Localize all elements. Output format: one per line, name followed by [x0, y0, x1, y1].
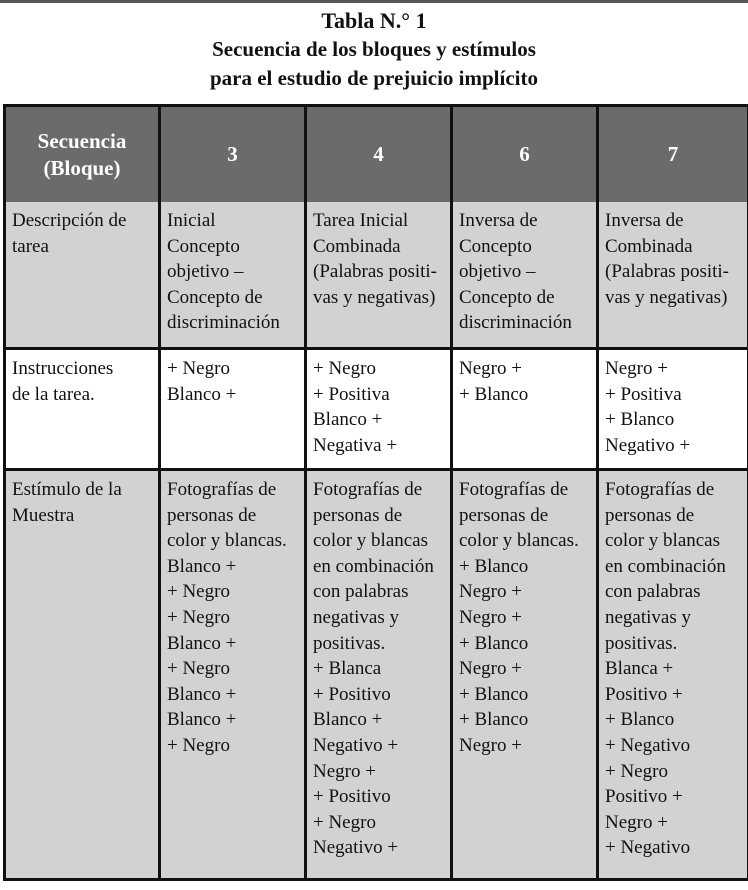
cell-line: + Negativo: [605, 837, 691, 859]
cell-line: discriminación: [459, 312, 572, 334]
cell-line: + Positivo: [313, 786, 391, 808]
cell-line: Blanco +: [167, 709, 237, 731]
cell-line: Concepto de: [459, 286, 555, 308]
cell-line: positivas.: [313, 632, 386, 654]
header-block-3: 3: [161, 107, 307, 202]
cell-line: Fotografías de: [459, 479, 569, 500]
cell-line: vas y negativas): [605, 286, 728, 308]
header-block-6: 6: [453, 107, 599, 202]
cell-line: Inversa de: [605, 210, 684, 231]
cell-line: color y blancas.: [167, 530, 287, 552]
cell-line: Blanco +: [167, 383, 237, 405]
cell-line: vas y negativas): [313, 286, 436, 308]
row-label: [6, 202, 161, 350]
cell-block-4: [307, 350, 453, 471]
cell-line: Concepto: [167, 235, 240, 257]
cell-line: Negativa +: [313, 434, 398, 456]
cell-line: negativas y: [313, 606, 400, 628]
cell-line: Fotografías de: [605, 479, 715, 500]
caption-line-2: Secuencia de los bloques y estímulos: [212, 37, 536, 61]
row-label-line: tarea: [12, 235, 49, 257]
cell-block-4: [307, 202, 453, 350]
cell-line: con palabras: [313, 581, 409, 603]
table-caption: [0, 6, 748, 93]
cell-line: + Negro: [313, 358, 376, 379]
sequence-table: [3, 104, 748, 881]
cell-line: + Blanco: [459, 555, 529, 577]
header-sequence-label: [6, 107, 161, 202]
cell-line: Negativo +: [313, 837, 399, 859]
cell-line: (Palabras positi-: [605, 261, 730, 283]
cell-line: con palabras: [605, 581, 701, 603]
cell-line: (Palabras positi-: [313, 261, 438, 283]
cell-line: Negro +: [459, 658, 522, 680]
top-rule: [0, 0, 748, 3]
header-block-4: 4: [307, 107, 453, 202]
header-row: [6, 107, 747, 202]
cell-line: Inversa de: [459, 210, 538, 231]
cell-line: Blanco +: [313, 709, 383, 731]
header-label-line-1: Secuencia: [37, 128, 127, 153]
cell-line: + Blanco: [459, 632, 529, 654]
cell-line: color y blancas: [313, 530, 429, 552]
cell-line: + Negro: [313, 811, 376, 833]
cell-line: Tarea Inicial: [313, 210, 409, 231]
task-description-row: [6, 202, 747, 350]
cell-line: Positivo +: [605, 786, 683, 808]
row-label: [6, 471, 161, 878]
cell-line: Negativo +: [313, 734, 399, 756]
cell-line: Negro +: [605, 358, 668, 379]
row-label-line: Muestra: [12, 504, 75, 526]
caption-line-1: Tabla N.° 1: [321, 8, 427, 33]
cell-line: + Positivo: [313, 683, 391, 705]
row-label-line: Descripción de: [12, 210, 127, 231]
cell-line: Positivo +: [605, 683, 683, 705]
cell-block-6: [453, 350, 599, 471]
row-label-line: Estímulo de la: [12, 479, 122, 500]
cell-line: discriminación: [167, 312, 280, 334]
sample-stimulus-row: [6, 471, 747, 878]
cell-line: Negro +: [459, 581, 522, 603]
cell-block-3: [161, 471, 307, 878]
cell-line: + Blanco: [605, 409, 675, 431]
cell-line: objetivo –: [167, 261, 244, 283]
cell-line: + Negro: [167, 734, 230, 756]
cell-line: Negro +: [605, 811, 668, 833]
cell-line: Blanco +: [167, 555, 237, 577]
cell-line: personas de: [313, 504, 403, 526]
cell-line: + Negro: [167, 358, 230, 379]
cell-line: color y blancas.: [459, 530, 579, 552]
header-block-7: 7: [599, 107, 747, 202]
cell-line: Blanco +: [167, 632, 237, 654]
cell-block-7: [599, 202, 747, 350]
cell-line: personas de: [167, 504, 257, 526]
row-label-line: de la tarea.: [12, 383, 95, 405]
cell-line: Concepto: [459, 235, 532, 257]
cell-line: Concepto de: [167, 286, 263, 308]
cell-block-3: [161, 202, 307, 350]
cell-line: Inicial: [167, 210, 216, 231]
cell-block-4: [307, 471, 453, 878]
row-label: [6, 350, 161, 471]
cell-line: Blanco +: [313, 409, 383, 431]
cell-line: positivas.: [605, 632, 678, 654]
cell-line: + Negro: [605, 760, 668, 782]
cell-line: negativas y: [605, 606, 692, 628]
cell-line: + Blanca: [313, 658, 382, 680]
cell-block-6: [453, 471, 599, 878]
cell-line: personas de: [605, 504, 695, 526]
cell-block-3: [161, 350, 307, 471]
cell-line: Negro +: [459, 606, 522, 628]
cell-line: color y blancas: [605, 530, 721, 552]
cell-line: + Blanco: [459, 683, 529, 705]
cell-line: + Negro: [167, 581, 230, 603]
cell-line: Negro +: [313, 760, 376, 782]
cell-line: en combinación: [313, 555, 434, 577]
cell-line: Blanca +: [605, 658, 674, 680]
header-label-line-2: (Bloque): [43, 155, 121, 180]
cell-line: objetivo –: [459, 261, 536, 283]
cell-line: + Blanco: [605, 709, 675, 731]
cell-line: + Blanco: [459, 383, 529, 405]
cell-line: Negativo +: [605, 434, 691, 456]
task-instructions-row: [6, 350, 747, 471]
cell-line: Combinada: [605, 235, 693, 257]
cell-line: + Blanco: [459, 709, 529, 731]
cell-block-7: [599, 350, 747, 471]
cell-line: Negro +: [459, 358, 522, 379]
cell-line: Blanco +: [167, 683, 237, 705]
caption-line-3: para el estudio de prejuicio implícito: [209, 66, 538, 90]
cell-line: Fotografías de: [313, 479, 423, 500]
cell-block-7: [599, 471, 747, 878]
cell-line: + Positiva: [605, 383, 682, 405]
cell-line: Combinada: [313, 235, 401, 257]
cell-line: Negro +: [459, 734, 522, 756]
cell-line: + Positiva: [313, 383, 390, 405]
cell-line: personas de: [459, 504, 549, 526]
cell-block-6: [453, 202, 599, 350]
cell-line: + Negro: [167, 658, 230, 680]
cell-line: en combinación: [605, 555, 726, 577]
cell-line: Fotografías de: [167, 479, 277, 500]
cell-line: + Negativo: [605, 734, 691, 756]
cell-line: + Negro: [167, 606, 230, 628]
row-label-line: Instrucciones: [12, 358, 114, 379]
